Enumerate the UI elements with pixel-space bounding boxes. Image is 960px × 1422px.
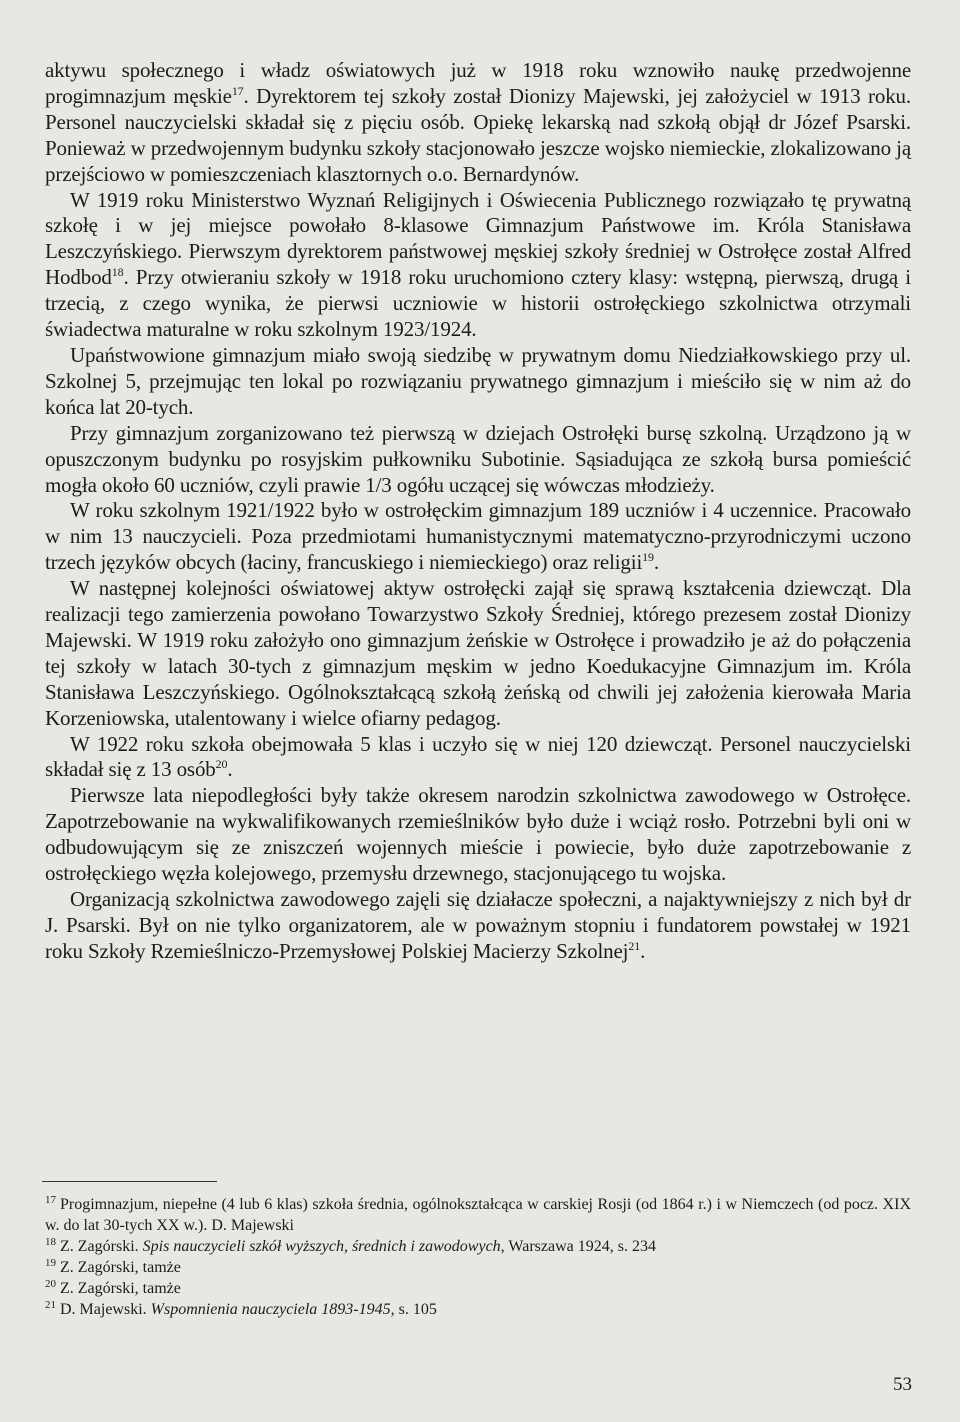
text-run: s. 105 bbox=[394, 1301, 437, 1318]
footnote-reference: 17 bbox=[231, 83, 244, 98]
footnote-number: 17 bbox=[45, 1193, 56, 1206]
text-run: Z. Zagórski. bbox=[60, 1238, 143, 1255]
footnote-number: 19 bbox=[45, 1256, 56, 1269]
text-run: . bbox=[640, 938, 646, 963]
text-run: . bbox=[653, 550, 659, 575]
main-text bbox=[45, 58, 911, 965]
footnote-number: 20 bbox=[45, 1277, 56, 1290]
text-run: . Dyrektorem tej szkoły został Dionizy Majewski, jej założyciel w 1913 roku. Personel nauczycielski składał się z pięciu osób. Opiekę lekarską nad szkołą objął dr Józef Psarski. Ponieważ w przedwojennym budynku szkoły stacjonowało jeszcze wojsko niemieckie, zlokalizowano ją przejściowo w pomieszczeniach klasztornych o.o. Bernardynów. bbox=[45, 83, 911, 186]
footnote bbox=[45, 1194, 911, 1236]
text-run: W roku szkolnym 1921/1922 było w ostrołęckim gimnazjum 189 uczniów i 4 uczennice. Pracowało w nim 13 nauczycieli. Poza przedmiotami humanistycznymi matematyczno-przyrodniczymi uczono trzech języków obcych (łaciny, francuskiego i niemieckiego) oraz religii bbox=[45, 498, 911, 575]
text-run: Z. Zagórski, tamże bbox=[60, 1259, 181, 1276]
text-run: Upaństwowione gimnazjum miało swoją siedzibę w prywatnym domu Niedziałkowskiego przy ul. Szkolnej 5, przejmując ten lokal po rozwiązaniu prywatnego gimnazjum i mieściło się w nim aż do końca lat 20-tych. bbox=[45, 342, 911, 419]
text-run: aktywu społecznego i władz oświatowych już w 1918 roku wznowiło naukę przedwojenne progimnazjum męskie bbox=[45, 58, 911, 108]
text-run: Pierwsze lata niepodległości były także okresem narodzin szkolnictwa zawodowego w Ostrołęce. Zapotrzebowanie na wykwalifikowanych rzemieślników było duże i wciąż rosło. Potrzebni byli oni w odbudowującym się ze zniszczeń wojennych mieście i powiecie, było duże zapotrzebowanie z ostrołęckiego węzła kolejowego, przemysłu drzewnego, stacjonującego tu wojska. bbox=[45, 783, 911, 886]
page-number: 53 bbox=[893, 1374, 912, 1395]
paragraph bbox=[45, 343, 911, 421]
text-run: Warszawa 1924, s. 234 bbox=[504, 1238, 656, 1255]
footnote-separator bbox=[42, 1181, 217, 1182]
footnotes bbox=[45, 1194, 911, 1320]
paragraph bbox=[45, 498, 911, 576]
footnote-number: 21 bbox=[45, 1298, 56, 1311]
footnote-reference: 19 bbox=[642, 550, 654, 565]
text-run: Przy gimnazjum zorganizowano też pierwszą w dziejach Ostrołęki bursę szkolną. Urządzono ją w opuszczonym budynku po rosyjskim pułkowniku Subotinie. Sąsiadująca ze szkołą bursa pomieścić mogła około 60 uczniów, czyli prawie 1/3 ogółu uczącej się wówczas młodzieży. bbox=[45, 420, 911, 497]
text-run: . bbox=[227, 757, 233, 782]
footnote bbox=[45, 1299, 911, 1320]
text-run: Progimnazjum, niepełne (4 lub 6 klas) szkoła średnia, ogólnokształcąca w carskiej Rosji (od 1864 r.) i w Niemczech (od pocz. XIX w. do lat 30-tych XX w.). D. Majewski bbox=[45, 1196, 911, 1234]
text-run: Organizacją szkolnictwa zawodowego zajęli się działacze społeczni, a najaktywniejszy z nich był dr J. Psarski. Był on nie tylko organizatorem, ale w poważnym stopniu i fundatorem powstałej w 1921 roku Szkoły Rzemieślniczo-Przemysłowej Polskiej Macierzy Szkolnej bbox=[45, 887, 911, 963]
paragraph bbox=[45, 58, 911, 188]
footnote-reference: 20 bbox=[215, 757, 228, 772]
text-run: Z. Zagórski, tamże bbox=[60, 1280, 181, 1297]
footnote-reference: 18 bbox=[111, 265, 124, 280]
footnote bbox=[45, 1236, 911, 1257]
text-run: W 1922 roku szkoła obejmowała 5 klas i uczyło się w niej 120 dziewcząt. Personel nauczycielski składał się z 13 osób bbox=[45, 731, 911, 782]
paragraph bbox=[45, 732, 911, 784]
footnote-number: 18 bbox=[45, 1235, 56, 1248]
italic-title: Wspomnienia nauczyciela 1893-1945, bbox=[150, 1301, 395, 1318]
paragraph bbox=[45, 887, 911, 965]
footnote-reference: 21 bbox=[628, 938, 641, 953]
paragraph bbox=[45, 783, 911, 887]
text-run: W następnej kolejności oświatowej aktyw ostrołęcki zajął się sprawą kształcenia dziewcząt. Dla realizacji tego zamierzenia powołano Towarzystwo Szkoły Średniej, którego prezesem został Dionizy Majewski. W 1919 roku założyło ono gimnazjum żeńskie w Ostrołęce i prowadziło je aż do połączenia tej szkoły w latach 30-tych z gimnazjum męskim w jedno Koedukacyjne Gimnazjum im. Króla Stanisława Leszczyńskiego. Ogólnokształcącą szkołą żeńską od chwili jej założenia kierowała Maria Korzeniowska, utalentowany i wielce ofiarny pedagog. bbox=[45, 576, 911, 730]
text-run: . Przy otwieraniu szkoły w 1918 roku uruchomiono cztery klasy: wstępną, pierwszą, drugą i trzecią, z czego wynika, że pierwsi uczniowie w historii ostrołęckiego szkolnictwa otrzymali świadectwa maturalne w roku szkolnym 1923/1924. bbox=[45, 265, 911, 342]
paragraph bbox=[45, 188, 911, 343]
text-run: W 1919 roku Ministerstwo Wyznań Religijnych i Oświecenia Publicznego rozwiązało tę prywatną szkołę i w jej miejsce powołało 8-klasowe Gimnazjum Państwowe im. Króla Stanisława Leszczyńskiego. Pierwszym dyrektorem państwowej męskiej szkoły średniej w Ostrołęce został Alfred Hodbod bbox=[45, 187, 911, 290]
paragraph bbox=[45, 576, 911, 731]
text-run: D. Majewski. bbox=[60, 1301, 151, 1318]
paragraph bbox=[45, 421, 911, 499]
italic-title: Spis nauczycieli szkół wyższych, średnich i zawodowych, bbox=[142, 1238, 505, 1255]
footnote bbox=[45, 1278, 911, 1299]
footnote bbox=[45, 1257, 911, 1278]
